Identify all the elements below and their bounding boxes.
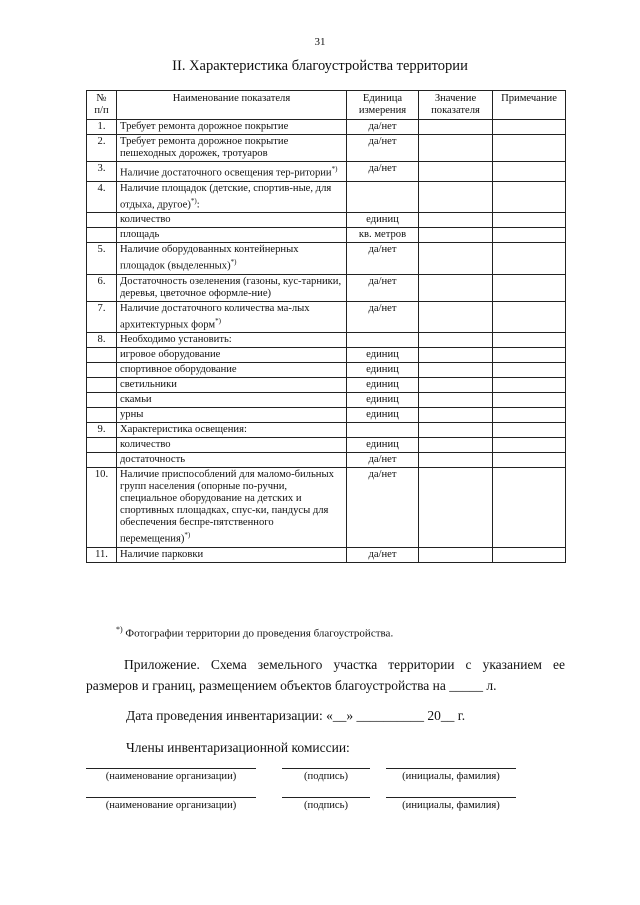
indicator-name [117, 547, 347, 562]
unit-cell: единиц [347, 363, 419, 378]
row-number: 7. [87, 301, 117, 333]
indicator-name [117, 438, 347, 453]
indicator-name [117, 243, 347, 275]
row-number: 3. [87, 162, 117, 182]
table-row [87, 408, 566, 423]
indicator-name-text: площадь [120, 229, 160, 241]
footnote-text: Фотографии территории до проведения благоустройства. [122, 627, 394, 640]
table-row [87, 423, 566, 438]
value-cell[interactable] [419, 468, 493, 548]
value-cell[interactable] [419, 162, 493, 182]
table-row [87, 243, 566, 275]
table-header-row [87, 91, 566, 120]
note-cell[interactable] [493, 181, 566, 213]
value-cell[interactable] [419, 274, 493, 301]
value-cell[interactable] [419, 547, 493, 562]
footnote-ref: *) [230, 258, 237, 267]
unit-cell: кв. метров [347, 228, 419, 243]
row-number: 2. [87, 135, 117, 162]
row-number: 1. [87, 120, 117, 135]
table-row [87, 213, 566, 228]
value-cell[interactable] [419, 453, 493, 468]
value-cell[interactable] [419, 228, 493, 243]
signature-org-label: (наименование организации) [105, 771, 237, 782]
characteristics-table [86, 90, 566, 563]
table-row [87, 120, 566, 135]
indicator-name-text: светильники [120, 379, 177, 391]
signature-sign-label: (подпись) [304, 800, 348, 811]
indicator-name-text: Требует ремонта дорожное покрытие пешеходных дорожек, тротуаров [120, 136, 289, 159]
row-number: 9. [87, 423, 117, 438]
footnote-ref: *) [184, 531, 191, 540]
header-unit: Единица измерения [347, 91, 419, 120]
indicator-name-text: урны [120, 409, 144, 421]
indicator-name [117, 423, 347, 438]
row-number: 11. [87, 547, 117, 562]
indicator-name-text: Наличие достаточного количества ма-лых архитектурных форм [120, 302, 310, 331]
indicator-name [117, 181, 347, 213]
value-cell[interactable] [419, 393, 493, 408]
indicator-name [117, 363, 347, 378]
value-cell[interactable] [419, 423, 493, 438]
note-cell[interactable] [493, 468, 566, 548]
indicator-name [117, 162, 347, 182]
table-row [87, 468, 566, 548]
signature-line-org-1 [86, 768, 256, 769]
indicator-name-text: количество [120, 439, 171, 451]
note-cell[interactable] [493, 162, 566, 182]
footnote-ref: *) [215, 316, 221, 325]
note-cell[interactable] [493, 547, 566, 562]
signature-sign-label: (подпись) [304, 771, 348, 782]
row-number [87, 348, 117, 363]
commission-title: Члены инвентаризационной комиссии: [126, 740, 350, 755]
signature-line-name-2 [386, 797, 516, 798]
unit-cell [347, 333, 419, 348]
indicator-name [117, 378, 347, 393]
value-cell[interactable] [419, 348, 493, 363]
table-row [87, 274, 566, 301]
indicator-name-text: скамьи [120, 394, 152, 406]
row-number [87, 453, 117, 468]
row-number [87, 438, 117, 453]
signature-name-label: (инициалы, фамилия) [402, 771, 500, 782]
signature-org-label: (наименование организации) [105, 800, 237, 811]
table-row [87, 228, 566, 243]
indicator-name-text: Необходимо установить: [120, 334, 232, 346]
unit-cell: да/нет [347, 274, 419, 301]
value-cell[interactable] [419, 363, 493, 378]
indicator-name-text: игровое оборудование [120, 349, 221, 361]
indicator-name-text: Наличие достаточного освещения тер-ритории [120, 167, 332, 179]
table-row [87, 363, 566, 378]
indicator-name [117, 333, 347, 348]
note-cell[interactable] [493, 120, 566, 135]
indicator-name [117, 348, 347, 363]
table-row [87, 333, 566, 348]
signature-name-label: (инициалы, фамилия) [402, 800, 500, 811]
value-cell[interactable] [419, 301, 493, 333]
row-number: 6. [87, 274, 117, 301]
signature-line-org-2 [86, 797, 256, 798]
header-name: Наименование показателя [117, 91, 347, 120]
table-row [87, 453, 566, 468]
header-value: Значение показателя [419, 91, 493, 120]
table-row [87, 547, 566, 562]
row-number [87, 363, 117, 378]
signature-line-sign-2 [282, 797, 370, 798]
unit-cell: да/нет [347, 453, 419, 468]
table-row [87, 162, 566, 182]
indicator-name-text: Наличие оборудованных контейнерных площадок (выделенных) [120, 244, 299, 272]
indicator-name [117, 468, 347, 548]
table-row [87, 348, 566, 363]
note-cell[interactable] [493, 438, 566, 453]
note-cell[interactable] [493, 453, 566, 468]
unit-cell [347, 181, 419, 213]
unit-cell [347, 423, 419, 438]
unit-cell: да/нет [347, 301, 419, 333]
indicator-name-text: Наличие парковки [120, 548, 204, 560]
table-row [87, 438, 566, 453]
appendix-text: Приложение. Схема земельного участка территории с указанием ее размеров и границ, размещением объектов благоустройства на _____ л. [86, 657, 565, 693]
value-cell[interactable] [419, 438, 493, 453]
note-cell[interactable] [493, 228, 566, 243]
indicator-name-text: Наличие площадок (детские, спортив-ные, для отдыха, другое) [120, 182, 332, 211]
value-cell[interactable] [419, 181, 493, 213]
indicator-name [117, 135, 347, 162]
row-number [87, 393, 117, 408]
indicator-name [117, 120, 347, 135]
unit-cell: единиц [347, 393, 419, 408]
row-number [87, 228, 117, 243]
unit-cell: единиц [347, 348, 419, 363]
row-number [87, 213, 117, 228]
indicator-name [117, 274, 347, 301]
table-row [87, 135, 566, 162]
value-cell[interactable] [419, 135, 493, 162]
indicator-name [117, 301, 347, 333]
unit-cell: да/нет [347, 162, 419, 182]
row-number [87, 408, 117, 423]
indicator-name [117, 228, 347, 243]
header-note: Примечание [493, 91, 566, 120]
value-cell[interactable] [419, 378, 493, 393]
indicator-name-text: Достаточность озеленения (газоны, кус-тарники, деревья, цветочное оформле-ние) [120, 275, 342, 299]
header-num: № п/п [87, 91, 117, 120]
note-cell[interactable] [493, 243, 566, 275]
value-cell[interactable] [419, 120, 493, 135]
signature-line-sign-1 [282, 768, 370, 769]
inventory-date-line: Дата проведения инвентаризации: «__» __________ 20__ г. [126, 708, 466, 723]
unit-cell: единиц [347, 378, 419, 393]
indicator-name-tail: : [196, 199, 200, 211]
note-cell[interactable] [493, 348, 566, 363]
unit-cell: единиц [347, 408, 419, 423]
indicator-name-text: Требует ремонта дорожное покрытие [120, 121, 289, 132]
footnote-mark: *) [116, 625, 123, 634]
row-number [87, 378, 117, 393]
note-cell[interactable] [493, 423, 566, 438]
signature-line-name-1 [386, 768, 516, 769]
indicator-name-text: спортивное оборудование [120, 364, 237, 376]
footnote [116, 625, 393, 640]
footnote-ref: *) [331, 165, 338, 173]
unit-cell: да/нет [347, 120, 419, 135]
note-cell[interactable] [493, 135, 566, 162]
section-title: II. Характеристика благоустройства территории [172, 58, 468, 74]
indicator-name-text: Наличие приспособлений для маломо-бильных групп населения (опорные по-ручни, специальное оборудование на детских и спортивных площадках, спус-ки, пандусы для обеспечения беспре-пятственного перемещения) [120, 469, 334, 545]
row-number: 4. [87, 181, 117, 213]
note-cell[interactable] [493, 333, 566, 348]
unit-cell: да/нет [347, 135, 419, 162]
indicator-name [117, 393, 347, 408]
footnote-ref: *) [190, 196, 197, 205]
table-row [87, 181, 566, 213]
value-cell[interactable] [419, 213, 493, 228]
unit-cell: да/нет [347, 547, 419, 562]
indicator-name [117, 408, 347, 423]
page-number: 31 [314, 36, 326, 48]
unit-cell: да/нет [347, 468, 419, 548]
table-row [87, 301, 566, 333]
note-cell[interactable] [493, 301, 566, 333]
indicator-name-text: достаточность [120, 454, 186, 466]
value-cell[interactable] [419, 243, 493, 275]
note-cell[interactable] [493, 378, 566, 393]
unit-cell: единиц [347, 438, 419, 453]
unit-cell: единиц [347, 213, 419, 228]
indicator-name [117, 453, 347, 468]
note-cell[interactable] [493, 408, 566, 423]
table-body [87, 120, 566, 563]
row-number: 5. [87, 243, 117, 275]
unit-cell: да/нет [347, 243, 419, 275]
row-number: 8. [87, 333, 117, 348]
row-number: 10. [87, 468, 117, 548]
table-row [87, 393, 566, 408]
note-cell[interactable] [493, 274, 566, 301]
table-row [87, 378, 566, 393]
indicator-name [117, 213, 347, 228]
note-cell[interactable] [493, 213, 566, 228]
value-cell[interactable] [419, 333, 493, 348]
indicator-name-text: количество [120, 214, 171, 226]
indicator-name-text: Характеристика освещения: [120, 424, 247, 436]
note-cell[interactable] [493, 393, 566, 408]
value-cell[interactable] [419, 408, 493, 423]
note-cell[interactable] [493, 363, 566, 378]
